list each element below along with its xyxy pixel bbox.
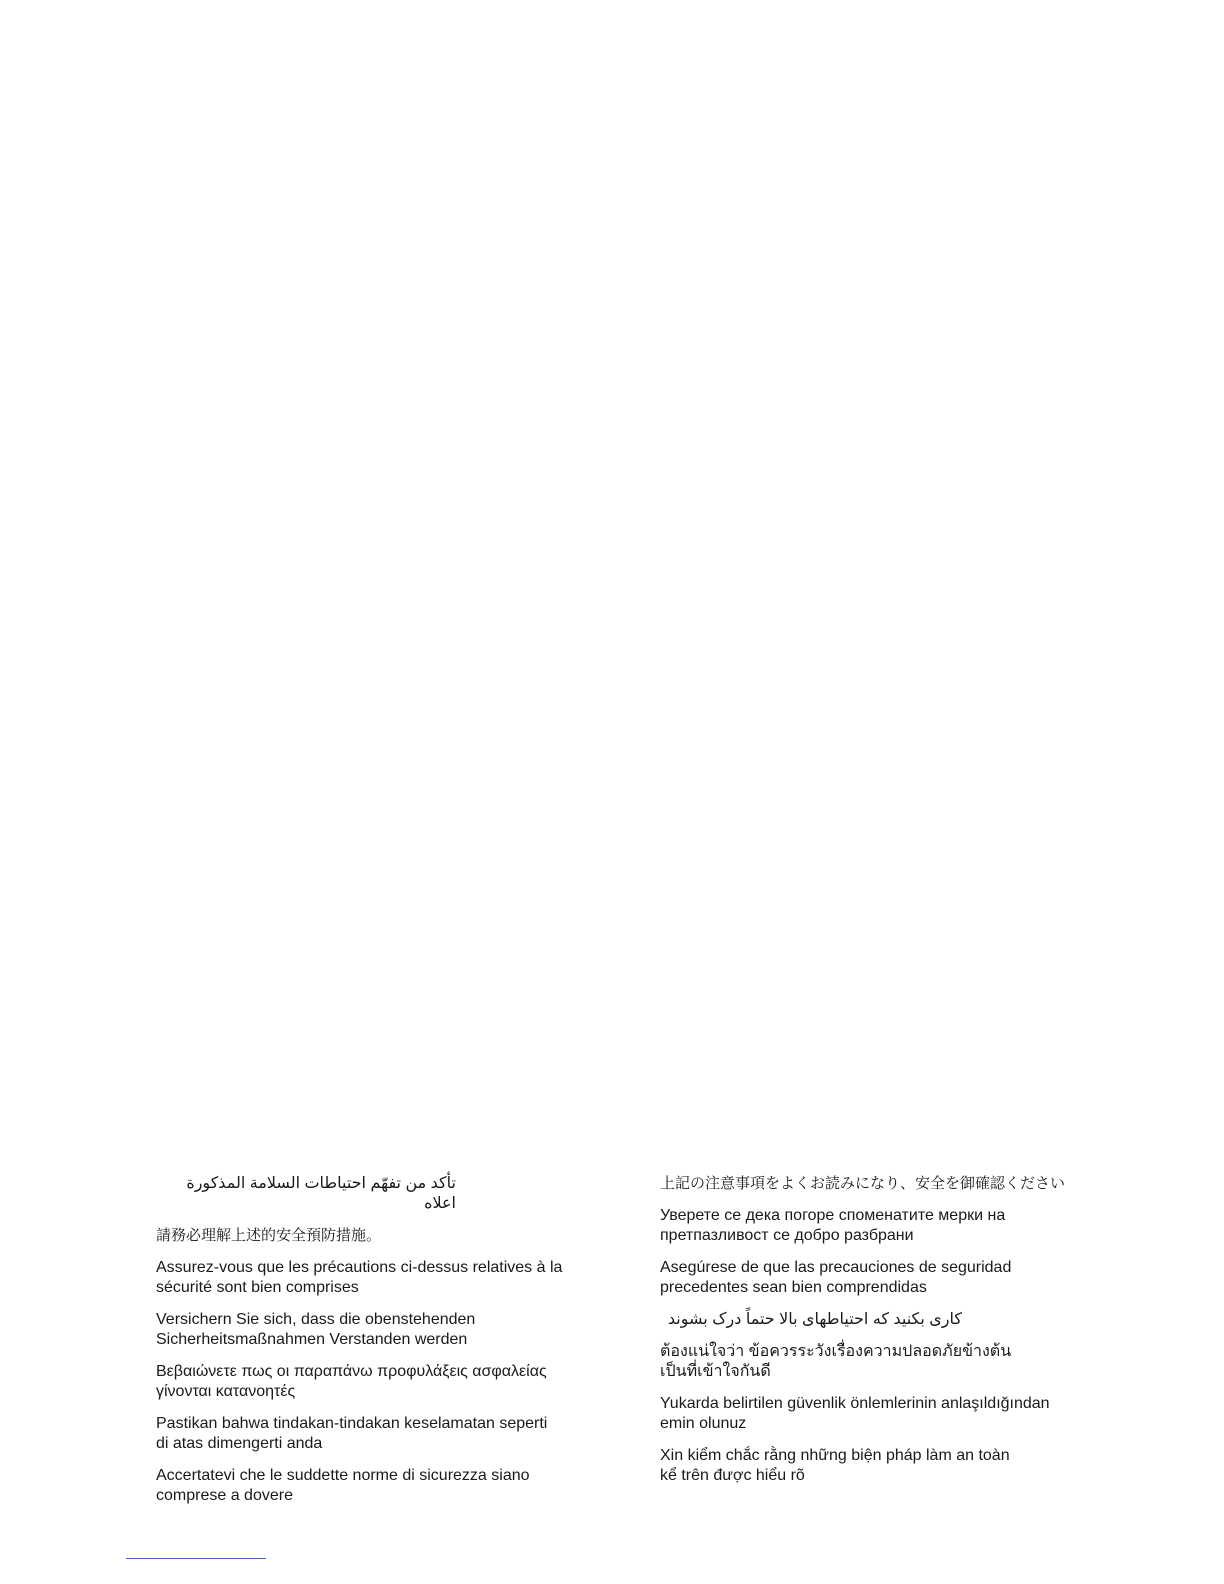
safety-note-turkish: Yukarda belirtilen güvenlik önlemlerinin anlaşıldığından emin olunuz [660, 1395, 1050, 1432]
safety-note-macedonian: Уверете се дека погоре споменатите мерки на претпазливост се добро разбрани [660, 1207, 1006, 1244]
safety-note-persian: کاری بکنید که احتیاطهای بالا حتماً درک بشوند [667, 1311, 962, 1328]
safety-note-japanese: 上記の注意事項をよくお読みになり、安全を御確認ください [660, 1175, 1066, 1192]
safety-notes-left-column [156, 1174, 606, 1518]
safety-note-arabic: تأكد من تفهّم احتياطات السلامة المذكورة اعلاه [186, 1175, 456, 1212]
safety-note-italian: Accertatevi che le suddette norme di sicurezza siano comprese a dovere [156, 1467, 530, 1504]
safety-note-indonesian: Pastikan bahwa tindakan-tindakan keselamatan seperti di atas dimengerti anda [156, 1415, 548, 1452]
safety-notes-right-column [660, 1174, 1100, 1498]
safety-note-german: Versichern Sie sich, dass die obenstehenden Sicherheitsmaßnahmen Verstanden werden [156, 1311, 476, 1348]
safety-note-french: Assurez-vous que les précautions ci-dessus relatives à la sécurité sont bien comprises [156, 1259, 563, 1296]
safety-note-vietnamese: Xin kiểm chắc rằng những biện pháp làm an toàn kể trên được hiểu rõ [660, 1447, 1010, 1484]
safety-note-spanish: Asegúrese de que las precauciones de seguridad precedentes sean bien comprendidas [660, 1259, 1012, 1296]
footnote-separator-line [126, 1558, 266, 1559]
safety-note-chinese: 請務必理解上述的安全預防措施。 [156, 1227, 382, 1244]
safety-note-greek: Βεβαιώνετε πως οι παραπάνω προφυλάξεις ασφαλείας γίνονται κατανοητές [156, 1363, 547, 1400]
safety-note-thai: ต้องแน่ใจว่า ข้อควรระวังเรื่องความปลอดภัยข้างต้น เป็นที่เข้าใจกันดี [660, 1343, 1012, 1380]
